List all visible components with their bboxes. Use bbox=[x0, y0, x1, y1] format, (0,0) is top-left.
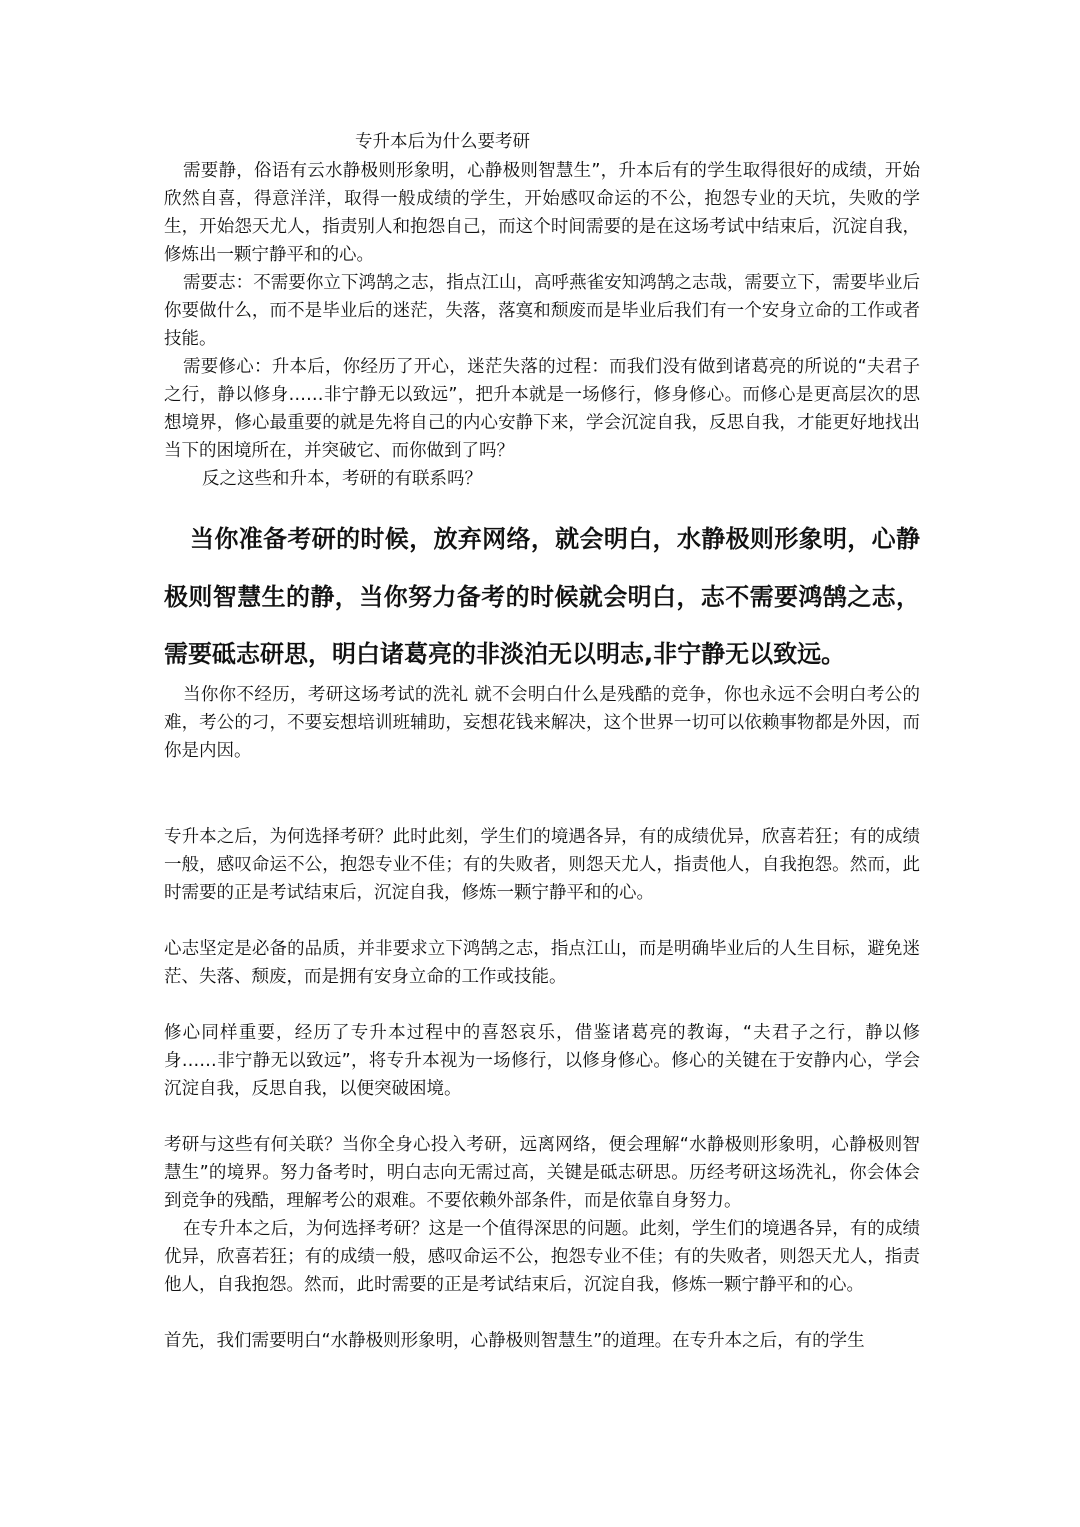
paragraph-connection: 考研与这些有何关联？当你全身心投入考研，远离网络，便会理解“水静极则形象明，心静极则智慧生”的境界。努力备考时，明白志向无需过高，关键是砥志研思。历经考研这场洗礼，你会体会到竞争的残酷，理解考公的艰难。不要依赖外部条件，而是依靠自身努力。 bbox=[164, 1135, 920, 1211]
bold-paragraph: 当你准备考研的时候，放弃网络，就会明白，水静极则形象明，心静极则智慧生的静，当你努力备考的时候就会明白，志不需要鸿鹄之志，需要砥志研思，明白诸葛亮的非淡泊无以明志,非宁静无以致远。 bbox=[164, 525, 920, 668]
paragraph-experience: 当你你不经历，考研这场考试的洗礼 就不会明白什么是残酷的竞争，你也永远不会明白考公的难，考公的刁，不要妄想培训班辅助，妄想花钱来解决，这个世界一切可以依赖事物都是外因，而你是内因。 bbox=[164, 685, 920, 761]
document-title: 专升本后为什么要考研 bbox=[355, 132, 530, 152]
paragraph-need-mind: 需要修心：升本后，你经历了开心，迷茫失落的过程：而我们没有做到诸葛亮的所说的“夫君子之行，静以修身……非宁静无以致远”，把升本就是一场修行，修身修心。而修心是更高层次的思想境界，修心最重要的就是先将自己的内心安静下来，学会沉淀自我，反思自我，才能更好地找出当下的困境所在，并突破它、而你做到了吗？ bbox=[164, 357, 920, 461]
section-bold-statement bbox=[164, 511, 920, 684]
section-original bbox=[164, 157, 920, 493]
paragraph-why-postgrad: 专升本之后，为何选择考研？此时此刻，学生们的境遇各异，有的成绩优异，欣喜若狂；有的成绩一般，感叹命运不公，抱怨专业不佳；有的失败者，则怨天尤人，指责他人，自我抱怨。然而，此时需要的正是考试结束后，沉淀自我，修炼一颗宁静平和的心。 bbox=[164, 827, 920, 903]
paragraph-need-will: 需要志：不需要你立下鸿鹄之志，指点江山，高呼燕雀安知鸿鹄之志哉，需要立下，需要毕业后你要做什么，而不是毕业后的迷茫，失落，落寞和颓废而是毕业后我们有一个安身立命的工作或者技能。 bbox=[164, 273, 920, 349]
paragraph-reflection: 在专升本之后，为何选择考研？这是一个值得深思的问题。此刻，学生们的境遇各异，有的成绩优异，欣喜若狂；有的成绩一般，感叹命运不公，抱怨专业不佳；有的失败者，则怨天尤人，指责他人，自我抱怨。然而，此时需要的正是考试结束后，沉淀自我，修炼一颗宁静平和的心。 bbox=[164, 1219, 920, 1295]
paragraph-question: 反之这些和升本，考研的有联系吗？ bbox=[202, 469, 482, 489]
section-original-end bbox=[164, 681, 920, 765]
paragraph-determination: 心志坚定是必备的品质，并非要求立下鸿鹄之志，指点江山，而是明确毕业后的人生目标，避免迷茫、失落、颓废，而是拥有安身立命的工作或技能。 bbox=[164, 939, 920, 987]
paragraph-cultivate-mind: 修心同样重要，经历了专升本过程中的喜怒哀乐，借鉴诸葛亮的教诲，“夫君子之行，静以修身……非宁静无以致远”，将专升本视为一场修行，以修身修心。修心的关键在于安静内心，学会沉淀自我，反思自我，以便突破困境。 bbox=[164, 1023, 920, 1099]
paragraph-need-calm: 需要静，俗语有云水静极则形象明，心静极则智慧生”，升本后有的学生取得很好的成绩，开始欣然自喜，得意洋洋，取得一般成绩的学生，开始感叹命运的不公，抱怨专业的天坑，失败的学生，开始怨天尤人，指责别人和抱怨自己，而这个时间需要的是在这场考试中结束后，沉淀自我，修炼出一颗宁静平和的心。 bbox=[164, 161, 920, 265]
section-rewritten bbox=[164, 823, 920, 1355]
paragraph-first: 首先，我们需要明白“水静极则形象明，心静极则智慧生”的道理。在专升本之后，有的学生 bbox=[164, 1331, 865, 1351]
